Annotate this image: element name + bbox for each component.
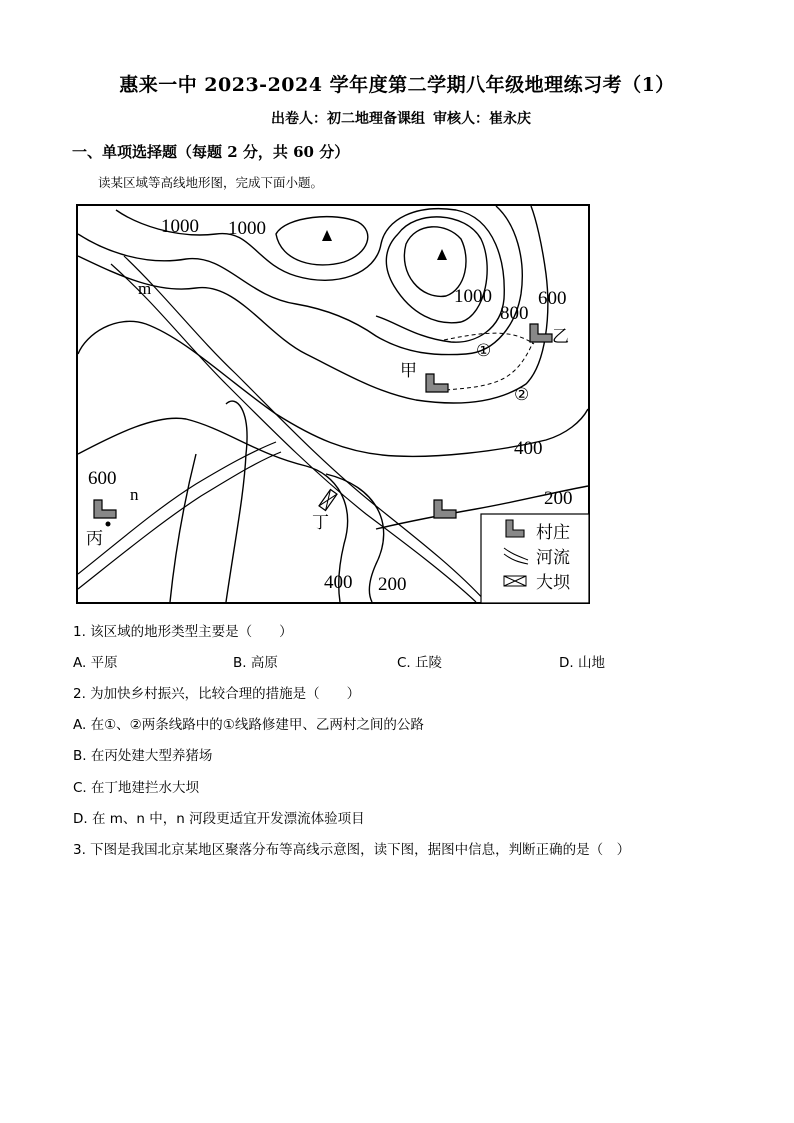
question-1-stem: 1. 该区域的地形类型主要是（ ） — [73, 624, 293, 640]
contour-label: 400 — [514, 438, 543, 459]
option-a: A. 在①、②两条线路中的①线路修建甲、乙两村之间的公路 — [73, 717, 424, 733]
legend-label: 村庄 — [536, 523, 570, 542]
option-d: D. 山地 — [559, 655, 605, 671]
option-b: B. 在丙处建大型养猪场 — [73, 748, 213, 764]
page-title: 惠来一中 2023-2024 学年度第二学期八年级地理练习考（1） — [119, 74, 675, 96]
contour-map — [76, 204, 590, 604]
route-label: ① — [476, 341, 492, 360]
legend-label: 河流 — [536, 548, 570, 567]
contour-label: 200 — [378, 574, 407, 595]
section-title: 一、单项选择题（每题 2 分，共 60 分） — [72, 143, 350, 161]
authors-line — [0, 108, 794, 128]
place-label: 乙 — [552, 327, 569, 346]
contour-label: 600 — [538, 288, 567, 309]
intro-text: 读某区域等高线地形图，完成下面小题。 — [98, 175, 324, 190]
option-b: B. 高原 — [233, 655, 278, 671]
setter-text: 出卷人：初二地理备课组 — [271, 111, 425, 127]
route-label: ② — [514, 385, 530, 404]
place-label: 丁 — [312, 513, 329, 532]
reviewer-text: 审核人：崔永庆 — [433, 111, 531, 127]
contour-label: 200 — [544, 488, 573, 509]
site-dot — [106, 522, 111, 527]
option-a: A. 平原 — [73, 655, 118, 671]
contour-label: 1000 — [228, 218, 266, 239]
contour-label: 800 — [500, 303, 529, 324]
river-label: n — [130, 485, 139, 504]
question-2-stem: 2. 为加快乡村振兴，比较合理的措施是（ ） — [73, 686, 361, 702]
question-3-stem: 3. 下图是我国北京某地区聚落分布等高线示意图，读下图，据图中信息，判断正确的是（ ） — [73, 842, 631, 858]
contour-label: 600 — [88, 468, 117, 489]
place-label: 甲 — [400, 361, 417, 380]
legend-label: 大坝 — [536, 573, 570, 592]
legend — [481, 514, 589, 603]
option-d: D. 在 m、n 中，n 河段更适宜开发漂流体验项目 — [73, 811, 365, 827]
contour-label: 1000 — [454, 286, 492, 307]
option-c: C. 丘陵 — [397, 655, 443, 671]
option-c: C. 在丁地建拦水大坝 — [73, 780, 200, 796]
contour-label: 1000 — [161, 216, 199, 237]
river-label: m — [138, 279, 152, 298]
contour-label: 400 — [324, 572, 353, 593]
place-label: 丙 — [86, 529, 103, 548]
